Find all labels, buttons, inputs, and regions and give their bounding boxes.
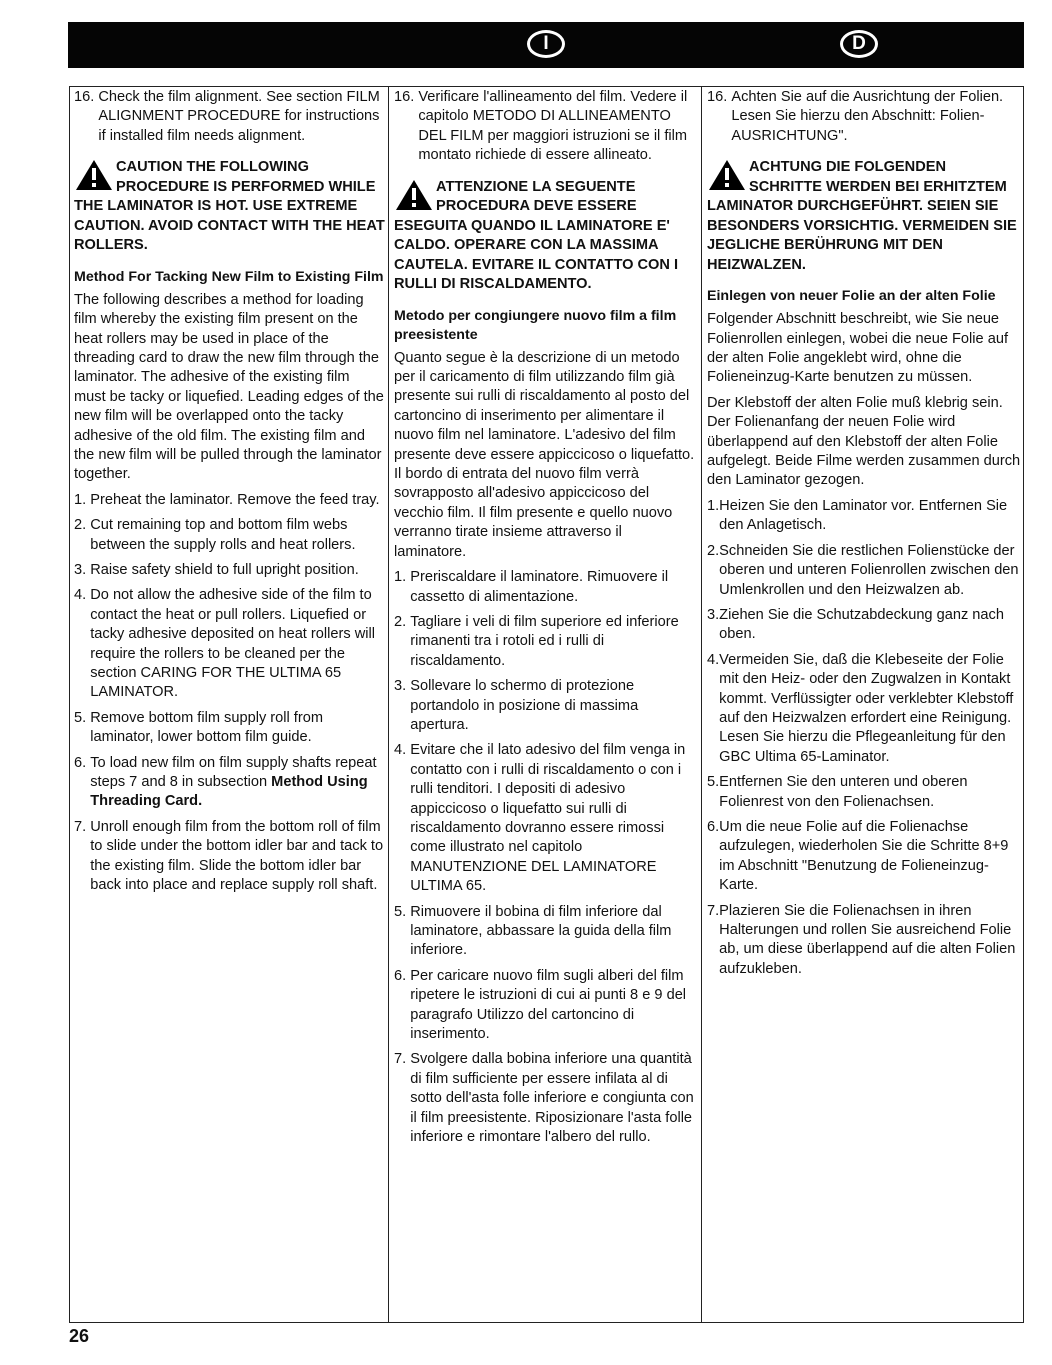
step-text: Raise safety shield to full upright position. [90, 562, 359, 578]
caution-block [707, 158, 1021, 275]
step-number: 7. [394, 1051, 411, 1068]
step-3 [707, 606, 1021, 645]
step-text: Svolgere dalla bobina inferiore una quantità di film sufficiente per essere infilata al di sotto dell'asta folle inferiore e congiunta con il film preesistente. Riposizionare l'asta folle inferiore e rimontare l'albero del rullo. [410, 1051, 694, 1146]
section-heading: Method For Tacking New Film to Existing Film [74, 268, 384, 285]
step-text: Rimuovere il bobina di film inferiore dal laminatore, abbassare la guida della film inferiore. [410, 903, 672, 959]
step-number: 6. [394, 967, 411, 984]
step-text: Ziehen Sie die Schutzabdeckung ganz nach oben. [719, 606, 1004, 643]
step-number: 4. [394, 742, 411, 759]
step-3 [74, 561, 385, 580]
step-3 [394, 677, 698, 735]
step-text: Preheat the laminator. Remove the feed tray. [90, 491, 380, 508]
step-text: Heizen Sie den Laminator vor. Entfernen Sie den Anlagetisch. [719, 497, 1008, 534]
step-number: 6. [707, 818, 720, 835]
step-number: 7. [74, 818, 91, 835]
step-text: Schneiden Sie die restlichen Folienstücke der oberen und unteren Folienrollen zwischen den Umlenkrollen und den Heizwalzen ab. [719, 542, 1019, 598]
step-number: 5. [394, 903, 411, 920]
step-text: Um die neue Folie auf die Folienachse aufzulegen, wiederholen Sie die Schritte 8+9 im Abschnitt "Benutzung de Folieneinzug-Karte. [719, 818, 1009, 894]
english-column [69, 86, 388, 1323]
italian-column [388, 86, 701, 1323]
step-text: Cut remaining top and bottom film webs between the supply rolls and heat rollers. [90, 517, 356, 553]
step-2 [707, 542, 1021, 600]
step-1 [707, 497, 1021, 536]
caution-block [394, 178, 698, 295]
step-text: Evitare che il lato adesivo del film venga in contatto con i rulli di riscaldamento o con i rulli tenditori. I depositi di adesivo appiccicoso o liquefatto sui rulli di riscaldamento dovranno essere rimossi come illustrato nel capitolo MANUTENZIONE DEL LAMINATORE ULTIMA 65. [410, 742, 686, 895]
step-1 [394, 568, 698, 607]
step-text: Remove bottom film supply roll from laminator, lower bottom film guide. [90, 709, 323, 746]
intro-paragraph-2: Der Klebstoff der alten Folie muß klebrig sein. Der Folienanfang der neuen Folie wird überlappend auf den Klebstoff der alten Folie aufgelegt. Beide Filme werden zusammen durch den Laminator gezogen. [707, 394, 1021, 489]
german-language-badge: D [840, 30, 878, 58]
step-number: 1. [74, 491, 91, 508]
step-2 [74, 516, 385, 555]
step-number: 5. [707, 774, 720, 791]
step-6 [394, 967, 698, 1045]
step-1 [74, 491, 385, 510]
caution-text: CAUTION THE FOLLOWING PROCEDURE IS PERFORMED WHILE THE LAMINATOR IS HOT. USE EXTREME CAUTION. AVOID CONTACT WITH THE HEAT ROLLERS. [74, 159, 385, 254]
step-text: Per caricare nuovo film sugli alberi del film ripetere le istruzioni di cui ai punti 8 e 9 del paragrafo Utilizzo del cartoncino di inserimento. [410, 967, 687, 1043]
section-heading: Einlegen von neuer Folie an der alten Folie [707, 288, 996, 305]
step-number: 4. [707, 651, 720, 668]
step-5 [74, 709, 385, 748]
step-text: Tagliare i veli di film superiore ed inferiore rimanenti tra i rotoli ed i rulli di riscaldamento. [410, 613, 679, 669]
warning-triangle-icon [707, 158, 747, 192]
step-number: 3. [74, 562, 91, 578]
step-16 [394, 88, 698, 166]
step-text: Check the film alignment. See section FILM ALIGNMENT PROCEDURE for instructions if installed film needs alignment. [98, 89, 380, 144]
step-16 [74, 88, 385, 146]
step-5 [394, 903, 698, 961]
step-4 [707, 651, 1021, 767]
warning-triangle-icon [74, 158, 114, 192]
step-number: 16. [74, 89, 99, 105]
step-number: 16. [394, 89, 419, 105]
step-number: 2. [394, 613, 411, 630]
step-6 [707, 818, 1021, 896]
step-4 [74, 586, 385, 702]
caution-block [74, 158, 385, 256]
step-number: 3. [394, 678, 411, 695]
step-number: 2. [707, 542, 720, 559]
step-7 [707, 902, 1021, 980]
language-header-bar [68, 22, 1024, 68]
step-number: 16. [707, 89, 732, 105]
step-text: Sollevare lo schermo di protezione portandolo in posizione di massima apertura. [410, 678, 639, 733]
step-text: Achten Sie auf die Ausrichtung der Folien. Lesen Sie hierzu den Abschnitt: Folien-AUSRICHTUNG". [731, 89, 1004, 144]
step-6-bold-reference: Method Using Threading Card. [90, 774, 368, 810]
step-text: Plazieren Sie die Folienachsen in ihren Halterungen und rollen Sie ausreichend Folie ab, um diese überlappend auf die alten Folien aufzukleben. [719, 902, 1016, 977]
step-text [90, 754, 385, 812]
intro-paragraph: The following describes a method for loading film whereby the existing film present on the heat rollers may be used in place of the threading card to draw the new film through the laminator. The adhesive of the existing film must be tacky or liquefied. Leading edges of the new film will be overlapped onto the tacky adhesive of the old film. The existing film and the new film will be pulled through the laminator together. [74, 291, 384, 483]
step-5 [707, 773, 1021, 812]
step-6-text: To load new film on film supply shafts repeat steps 7 and 8 in subsection [90, 754, 377, 791]
step-number: 1. [707, 497, 720, 514]
step-7 [74, 818, 385, 896]
step-text: Verificare l'allineamento del film. Vedere il capitolo METODO DI ALLINEAMENTO DEL FILM per maggiori istruzioni se il film montato richiede di essere allineato. [418, 89, 688, 164]
page-number: 26 [69, 1326, 90, 1346]
step-7 [394, 1050, 698, 1147]
step-4 [394, 741, 698, 896]
intro-paragraph-1: Folgender Abschnitt beschreibt, wie Sie neue Folienrollen einlegen, wobei die neue Folie auf der alten Folie angeklebt wird, ohne die Folieneinzug-Karte benutzen zu müssen. [707, 311, 1008, 386]
step-text: Unroll enough film from the bottom roll of film to slide under the bottom idler bar and tack to the existing film. Slide the bottom idler bar back into place and replace supply roll shaft. [90, 818, 384, 894]
caution-text: ACHTUNG DIE FOLGENDEN SCHRITTE WERDEN BEI ERHITZTEM LAMINATOR DURCHGEFÜHRT. SEIEN SIE BESONDERS VORSICHTIG. VERMEIDEN SIE JEGLICHE BERÜHRUNG MIT DEN HEIZWALZEN. [707, 159, 1017, 273]
german-column [701, 86, 1024, 1323]
warning-triangle-icon [394, 178, 434, 212]
step-number: 2. [74, 517, 91, 534]
step-text: Entfernen Sie den unteren und oberen Folienrest von den Folienachsen. [719, 774, 968, 810]
step-text: Preriscaldare il laminatore. Rimuovere il cassetto di alimentazione. [410, 569, 669, 605]
step-number: 5. [74, 709, 91, 726]
caution-text: ATTENZIONE LA SEGUENTE PROCEDURA DEVE ESSERE ESEGUITA QUANDO IL LAMINATORE E' CALDO. OPERARE CON LA MASSIMA CAUTELA. EVITARE IL CONTATTO CON I RULLI DI RISCALDAMENTO. [394, 178, 679, 293]
step-text: Do not allow the adhesive side of the film to contact the heat or pull rollers. Liquefied or tacky adhesive deposited on heat rollers will require the rollers to be cleaned per the section CARING FOR THE ULTIMA 65 LAMINATOR. [90, 587, 375, 701]
step-number: 6. [74, 754, 91, 771]
step-6 [74, 754, 385, 812]
step-number: 3. [707, 606, 720, 623]
step-text: Vermeiden Sie, daß die Klebeseite der Folie mit den Heiz- oder den Zugwalzen in Kontakt kommt. Verflüssigter oder verklebter Klebstoff auf den Heizwalzen erfordert eine Reinigung. Lesen Sie hierzu die Pflegeanleitung für den GBC Ultima 65-Laminator. [719, 651, 1014, 765]
step-16 [707, 88, 1021, 146]
step-number: 4. [74, 587, 91, 604]
step-number: 7. [707, 902, 720, 919]
step-2 [394, 613, 698, 671]
intro-paragraph: Quanto segue è la descrizione di un metodo per il caricamento di film utilizzando film già presente sui rulli di riscaldamento al posto del cartoncino di inserimento per alimentare il nuovo film nel laminatore. L'adesivo del film presente deve essere appiccicoso o liquefatto. Il bordo di entrata del nuovo film verrà sovrapposto all'adesivo appiccicoso del vecchio film. Il film presente e quello nuovo verranno tirate insieme attraverso il laminatore. [394, 349, 695, 560]
section-heading: Metodo per congiungere nuovo film a film preesistente [394, 307, 677, 343]
step-number: 1. [394, 569, 411, 586]
italian-language-badge: I [527, 30, 565, 58]
